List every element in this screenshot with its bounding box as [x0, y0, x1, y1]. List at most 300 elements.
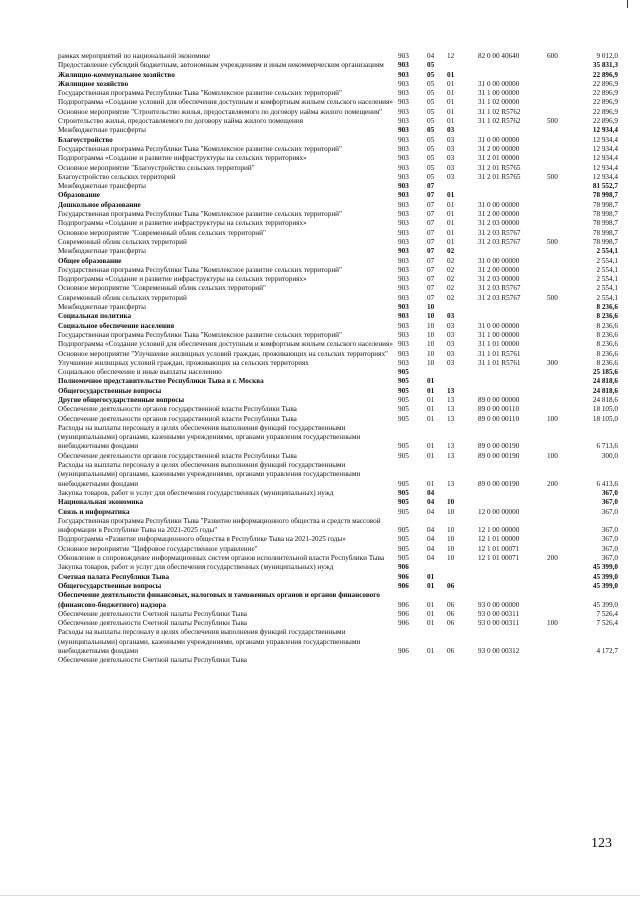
subsection-code: 10 [447, 507, 455, 516]
section-code: 01 [427, 600, 435, 609]
amount: 24 818,6 [592, 386, 618, 395]
subsection-code: 03 [447, 154, 455, 163]
section-code: 05 [427, 89, 435, 98]
ministry-code: 903 [398, 303, 409, 312]
ministry-code: 903 [398, 107, 409, 116]
ministry-code: 903 [398, 237, 409, 246]
expense-type: 500 [547, 172, 558, 181]
section-code: 04 [427, 544, 435, 553]
row-name: Подпрограмма «Создание условий для обеспечения доступным и комфортным жильем сельского населения» [58, 340, 393, 349]
expense-type: 100 [547, 414, 558, 423]
row-name: Подпрограмма «Создание и развитие инфраструктуры на сельских территориях» [58, 154, 307, 163]
target-article: 89 0 00 00000 [478, 395, 520, 404]
section-code: 07 [427, 228, 435, 237]
row-name: Обеспечение деятельности Счетной палаты Республики Тыва [58, 619, 247, 628]
subsection-code: 13 [447, 405, 455, 414]
row-name: Государственная программа Республики Тыва "Комплексное развитие сельских территорий" [58, 89, 342, 98]
ministry-code: 903 [398, 340, 409, 349]
amount: 78 998,7 [592, 200, 618, 209]
ministry-code: 903 [398, 284, 409, 293]
subsection-code: 13 [447, 395, 455, 404]
section-code: 01 [427, 395, 435, 404]
row-name: Национальная экономика [58, 498, 144, 507]
ministry-code: 903 [398, 265, 409, 274]
row-name: Общегосударственные вопросы [58, 581, 162, 590]
ministry-code: 905 [398, 554, 409, 563]
ministry-code: 903 [398, 172, 409, 181]
subsection-code: 10 [447, 535, 455, 544]
section-code: 05 [427, 163, 435, 172]
subsection-code: 02 [447, 275, 455, 284]
row-name: рамках мероприятий по национальной экономике [58, 52, 211, 60]
amount: 22 896,9 [592, 117, 618, 126]
subsection-code: 13 [447, 442, 455, 451]
amount: 2 554,1 [596, 284, 618, 293]
subsection-code: 01 [447, 219, 455, 228]
ministry-code: 905 [398, 414, 409, 423]
row-name: Жилищно-коммунальное хозяйство [58, 70, 175, 79]
section-code: 01 [427, 609, 435, 618]
amount: 78 998,7 [592, 237, 618, 246]
target-article: 31 1 02 R5762 [478, 117, 521, 126]
section-code: 05 [427, 61, 435, 70]
target-article: 89 0 00 00190 [478, 479, 520, 488]
ministry-code: 903 [398, 182, 409, 191]
amount: 8 236,6 [596, 349, 618, 358]
amount: 8 236,6 [596, 321, 618, 330]
section-code: 07 [427, 247, 435, 256]
ministry-code: 906 [398, 581, 409, 590]
amount: 8 236,6 [596, 312, 618, 321]
subsection-code: 03 [447, 330, 455, 339]
expense-type: 100 [547, 619, 558, 628]
subsection-code: 02 [447, 247, 455, 256]
row-name: Подпрограмма «Создание и развитие инфраструктуры на сельских территориях» [58, 275, 307, 284]
section-code: 10 [427, 312, 435, 321]
amount: 78 998,7 [592, 228, 618, 237]
section-code: 07 [427, 293, 435, 302]
section-code: 07 [427, 237, 435, 246]
scan-edge [0, 895, 640, 896]
ministry-code: 903 [398, 52, 409, 60]
ministry-code: 905 [398, 535, 409, 544]
ministry-code: 903 [398, 358, 409, 367]
ministry-code: 905 [398, 526, 409, 535]
subsection-code: 06 [447, 619, 455, 628]
subsection-code: 01 [447, 107, 455, 116]
row-name: Закупка товаров, работ и услуг для обеспечения государственных (муниципальных) нужд [58, 563, 334, 572]
section-code: 04 [427, 498, 435, 507]
row-name: Государственная программа Республики Тыва "Комплексное развитие сельских территорий" [58, 265, 342, 274]
row-name: Образование [58, 191, 100, 200]
row-name: Социальная политика [58, 312, 132, 321]
ministry-code: 903 [398, 89, 409, 98]
subsection-code: 01 [447, 228, 455, 237]
subsection-code: 10 [447, 544, 455, 553]
section-code: 05 [427, 98, 435, 107]
ministry-code: 903 [398, 219, 409, 228]
ministry-code: 903 [398, 247, 409, 256]
ministry-code: 905 [398, 368, 409, 377]
section-code: 01 [427, 442, 435, 451]
expense-type: 200 [547, 479, 558, 488]
row-name: Строительство жилья, предоставляемого по договору найма жилого помещения [58, 117, 304, 126]
subsection-code: 01 [447, 191, 455, 200]
expense-type: 300 [547, 358, 558, 367]
subsection-code: 13 [447, 414, 455, 423]
amount: 78 998,7 [592, 191, 618, 200]
row-name: Государственная программа Республики Тыва "Комплексное развитие сельских территорий" [58, 144, 342, 153]
section-code: 01 [427, 647, 435, 655]
subsection-code: 10 [447, 554, 455, 563]
row-name: Подпрограмма «Развитие информационного общества в Республике Тыва на 2021-2025 годы» [58, 535, 346, 544]
section-code: 10 [427, 303, 435, 312]
amount: 22 896,9 [592, 70, 618, 79]
target-article: 82 0 00 40640 [478, 52, 520, 60]
subsection-code: 01 [447, 210, 455, 219]
subsection-code: 03 [447, 358, 455, 367]
ministry-code: 903 [398, 210, 409, 219]
row-name: Обновление и сопровождение информационных систем органов исполнительной власти Республики Тыва [58, 554, 385, 563]
target-article: 31 0 00 00000 [478, 79, 520, 88]
row-name: Благоустройство [58, 135, 113, 144]
ministry-code: 905 [398, 498, 409, 507]
ministry-code: 905 [398, 377, 409, 386]
subsection-code: 03 [447, 172, 455, 181]
amount: 2 554,1 [596, 293, 618, 302]
section-code: 07 [427, 191, 435, 200]
section-code: 01 [427, 377, 435, 386]
row-name: Подпрограмма «Создание и развитие инфраструктуры на сельских территориях» [58, 219, 307, 228]
target-article: 31 0 00 00000 [478, 200, 520, 209]
amount: 45 399,0 [592, 563, 618, 572]
amount: 25 185,6 [592, 368, 618, 377]
target-article: 31 2 00 00000 [478, 144, 520, 153]
amount: 8 236,6 [596, 340, 618, 349]
ministry-code: 903 [398, 117, 409, 126]
row-name: Полномочное представительство Республики Тыва в г. Москва [58, 377, 264, 386]
ministry-code: 903 [398, 79, 409, 88]
amount: 6 713,6 [596, 442, 618, 451]
ministry-code: 903 [398, 312, 409, 321]
subsection-code: 03 [447, 321, 455, 330]
ministry-code: 905 [398, 488, 409, 497]
amount: 22 896,9 [592, 107, 618, 116]
row-name: Государственная программа Республики Тыва "Комплексное развитие сельских территорий" [58, 210, 342, 219]
target-article: 31 2 03 00000 [478, 275, 520, 284]
ministry-code: 906 [398, 609, 409, 618]
section-code: 01 [427, 581, 435, 590]
target-article: 31 1 00 00000 [478, 330, 520, 339]
ministry-code: 903 [398, 330, 409, 339]
subsection-code: 06 [447, 600, 455, 609]
ministry-code: 906 [398, 563, 409, 572]
section-code: 04 [427, 526, 435, 535]
section-code: 05 [427, 135, 435, 144]
target-article: 31 0 00 00000 [478, 256, 520, 265]
section-code: 10 [427, 358, 435, 367]
ministry-code: 905 [398, 442, 409, 451]
row-name: Обеспечение деятельности финансовых, налоговых и таможенных органов и органов финансового (финансово-бюджетного) надзора [58, 591, 380, 609]
subsection-code: 03 [447, 144, 455, 153]
amount: 8 236,6 [596, 303, 618, 312]
ministry-code: 903 [398, 228, 409, 237]
ministry-code: 903 [398, 144, 409, 153]
amount: 367,0 [601, 535, 618, 544]
section-code: 05 [427, 144, 435, 153]
amount: 367,0 [601, 488, 618, 497]
amount: 22 896,9 [592, 98, 618, 107]
target-article: 93 0 00 00311 [478, 609, 520, 618]
subsection-code: 01 [447, 98, 455, 107]
subsection-code: 01 [447, 117, 455, 126]
subsection-code: 02 [447, 256, 455, 265]
ministry-code: 905 [398, 451, 409, 460]
ministry-code: 906 [398, 600, 409, 609]
section-code: 05 [427, 126, 435, 135]
expense-type: 500 [547, 293, 558, 302]
target-article: 31 1 01 R5761 [478, 358, 521, 367]
row-name: Благоустройство сельских территорий [58, 172, 176, 181]
expense-type: 100 [547, 451, 558, 460]
subsection-code: 01 [447, 70, 455, 79]
section-code: 07 [427, 219, 435, 228]
section-code: 07 [427, 200, 435, 209]
ministry-code: 905 [398, 386, 409, 395]
row-name: Социальное обеспечение и иные выплаты населению [58, 368, 222, 377]
ministry-code: 903 [398, 200, 409, 209]
row-name: Обеспечение деятельности органов государственной власти Республики Тыва [58, 414, 297, 423]
amount: 12 934,4 [592, 144, 618, 153]
section-code: 01 [427, 619, 435, 628]
amount: 2 554,1 [596, 247, 618, 256]
subsection-code: 03 [447, 340, 455, 349]
row-name: Улучшение жилищных условий граждан, проживающих на сельских территориях [58, 358, 309, 367]
target-article: 31 1 01 R5761 [478, 349, 521, 358]
subsection-code: 10 [447, 526, 455, 535]
section-code: 04 [427, 554, 435, 563]
row-name: Основное мероприятие "Современный облик сельских территорий" [58, 228, 266, 237]
subsection-code: 03 [447, 135, 455, 144]
subsection-code: 13 [447, 479, 455, 488]
row-name: Межбюджетные трансферты [58, 126, 146, 135]
target-article: 12 1 00 00000 [478, 526, 520, 535]
amount: 7 526,4 [596, 609, 618, 618]
section-code: 10 [427, 340, 435, 349]
section-code: 01 [427, 572, 435, 581]
row-name: Межбюджетные трансферты [58, 247, 146, 256]
amount: 4 172,7 [596, 647, 618, 655]
row-name: Расходы на выплаты персоналу в целях обеспечения выполнения функций государственными (муниципальными) органами, казенными учреждениями, органами управления государственными внебюджетными фондами [58, 461, 361, 488]
subsection-code: 13 [447, 451, 455, 460]
section-code: 10 [427, 321, 435, 330]
row-name: Основное мероприятие "Современный облик сельских территорий" [58, 284, 266, 293]
ministry-code: 903 [398, 135, 409, 144]
ministry-code: 903 [398, 275, 409, 284]
section-code: 05 [427, 117, 435, 126]
row-name: Предоставление субсидий бюджетным, автономным учреждениям и иным некоммерческим организациям [58, 61, 384, 70]
row-name: Государственная программа Республики Тыва "Развитие информационного общества и средств массовой информации в Республике Тыва на 2021-2025 годы" [58, 516, 381, 535]
row-name: Государственная программа Республики Тыва "Комплексное развитие сельских территорий" [58, 330, 342, 339]
ministry-code: 903 [398, 98, 409, 107]
ministry-code: 903 [398, 70, 409, 79]
subsection-code: 01 [447, 200, 455, 209]
row-name: Подпрограмма «Создание условий для обеспечения доступным и комфортным жильем сельского населения» [58, 98, 393, 107]
ministry-code: 905 [398, 544, 409, 553]
expense-type: 500 [547, 237, 558, 246]
row-name: Основное мероприятие "Благоустройство сельских территорий" [58, 163, 255, 172]
section-code: 01 [427, 405, 435, 414]
section-code: 10 [427, 330, 435, 339]
amount: 24 818,6 [592, 377, 618, 386]
row-name: Другие общегосударственные вопросы [58, 395, 185, 404]
subsection-code: 01 [447, 89, 455, 98]
subsection-code: 13 [447, 386, 455, 395]
ministry-code: 903 [398, 163, 409, 172]
subsection-code: 01 [447, 237, 455, 246]
section-code: 04 [427, 52, 435, 60]
expense-type: 200 [547, 554, 558, 563]
amount: 18 105,0 [592, 405, 618, 414]
section-code: 07 [427, 284, 435, 293]
section-code: 04 [427, 535, 435, 544]
amount: 7 526,4 [596, 619, 618, 628]
subsection-code: 02 [447, 265, 455, 274]
ministry-code: 905 [398, 395, 409, 404]
target-article: 31 1 00 00000 [478, 89, 520, 98]
row-name: Обеспечение деятельности Счетной палаты Республики Тыва [58, 656, 247, 665]
section-code: 10 [427, 349, 435, 358]
section-code: 01 [427, 451, 435, 460]
amount: 12 934,4 [592, 163, 618, 172]
amount: 35 831,3 [592, 61, 618, 70]
amount: 8 236,6 [596, 330, 618, 339]
row-name: Общегосударственные вопросы [58, 386, 162, 395]
expense-type: 600 [547, 52, 558, 60]
ministry-code: 903 [398, 154, 409, 163]
target-article: 31 1 01 00000 [478, 340, 520, 349]
amount: 2 554,1 [596, 265, 618, 274]
subsection-code: 03 [447, 349, 455, 358]
target-article: 31 1 02 00000 [478, 98, 520, 107]
target-article: 31 0 00 00000 [478, 321, 520, 330]
subsection-code: 06 [447, 647, 455, 655]
subsection-code: 06 [447, 581, 455, 590]
target-article: 31 2 03 R5767 [478, 228, 521, 237]
row-name: Счетная палата Республики Тыва [58, 572, 170, 581]
ministry-code: 906 [398, 619, 409, 628]
amount: 18 105,0 [592, 414, 618, 423]
subsection-code: 10 [447, 498, 455, 507]
amount: 12 934,4 [592, 135, 618, 144]
target-article: 12 0 00 00000 [478, 507, 520, 516]
table-row [58, 479, 618, 498]
target-article: 31 2 01 00000 [478, 154, 520, 163]
ministry-code: 903 [398, 256, 409, 265]
section-code: 05 [427, 172, 435, 181]
target-article: 89 0 00 00190 [478, 451, 520, 460]
amount: 6 413,6 [596, 479, 618, 488]
row-name: Основное мероприятие "Улучшение жилищных условий граждан, проживающих на сельских территориях" [58, 349, 388, 358]
amount: 9 012,0 [596, 52, 618, 60]
amount: 2 554,1 [596, 256, 618, 265]
section-code: 05 [427, 107, 435, 116]
target-article: 31 2 03 00000 [478, 219, 520, 228]
target-article: 31 2 01 R5765 [478, 163, 521, 172]
amount: 78 998,7 [592, 219, 618, 228]
target-article: 31 1 02 R5762 [478, 107, 521, 116]
target-article: 31 2 00 00000 [478, 265, 520, 274]
ministry-code: 903 [398, 191, 409, 200]
target-article: 31 2 00 00000 [478, 210, 520, 219]
row-name: Общее образование [58, 256, 122, 265]
amount: 78 998,7 [592, 210, 618, 219]
target-article: 93 0 00 00312 [478, 647, 520, 655]
amount: 367,0 [601, 507, 618, 516]
amount: 300,0 [601, 451, 618, 460]
row-name: Обеспечение деятельности органов государственной власти Республики Тыва [58, 405, 297, 414]
section-code: 04 [427, 488, 435, 497]
amount: 45 399,0 [592, 572, 618, 581]
row-name: Межбюджетные трансферты [58, 182, 146, 191]
amount: 12 934,4 [592, 154, 618, 163]
expense-type: 500 [547, 117, 558, 126]
amount: 81 552,7 [592, 182, 618, 191]
subsection-code: 03 [447, 163, 455, 172]
target-article: 93 0 00 00000 [478, 600, 520, 609]
target-article: 12 1 01 00071 [478, 554, 520, 563]
ministry-code: 903 [398, 349, 409, 358]
row-name: Основное мероприятие "Цифровое государственное управление" [58, 544, 258, 553]
section-code: 05 [427, 79, 435, 88]
section-code: 07 [427, 265, 435, 274]
ministry-code: 903 [398, 321, 409, 330]
row-name: Основное мероприятие "Строительство жилья, предоставляемого по договору найма жилого помещения" [58, 107, 383, 116]
subsection-code: 02 [447, 284, 455, 293]
row-name: Межбюджетные трансферты [58, 303, 146, 312]
section-code: 07 [427, 275, 435, 284]
row-name: Расходы на выплаты персоналу в целях обеспечения выполнения функций государственными (муниципальными) органами, казенными учреждениями, органами управления государственными внебюджетными фондами [58, 423, 361, 451]
amount: 2 554,1 [596, 275, 618, 284]
ministry-code: 903 [398, 293, 409, 302]
subsection-code: 01 [447, 79, 455, 88]
section-code: 07 [427, 256, 435, 265]
target-article: 31 0 00 00000 [478, 135, 520, 144]
subsection-code: 03 [447, 312, 455, 321]
ministry-code: 906 [398, 572, 409, 581]
amount: 367,0 [601, 498, 618, 507]
target-article: 12 1 01 00000 [478, 535, 520, 544]
target-article: 31 2 03 R5767 [478, 293, 521, 302]
target-article: 31 2 01 R5765 [478, 172, 521, 181]
section-code: 04 [427, 507, 435, 516]
amount: 22 896,9 [592, 89, 618, 98]
section-code: 07 [427, 210, 435, 219]
ministry-code: 905 [398, 507, 409, 516]
subsection-code: 12 [447, 52, 455, 60]
section-code: 01 [427, 479, 435, 488]
amount: 22 896,9 [592, 79, 618, 88]
target-article: 31 2 03 R5767 [478, 284, 521, 293]
amount: 12 934,4 [592, 172, 618, 181]
section-code: 01 [427, 414, 435, 423]
row-name: Расходы на выплаты персоналу в целях обеспечения выполнения функций государственными (муниципальными) органами, казенными учреждениями, органами управления государственными внебюджетными фондами [58, 628, 361, 655]
section-code: 01 [427, 386, 435, 395]
amount: 12 934,4 [592, 126, 618, 135]
section-code: 07 [427, 182, 435, 191]
amount: 24 818,6 [592, 395, 618, 404]
amount: 45 399,0 [592, 600, 618, 609]
